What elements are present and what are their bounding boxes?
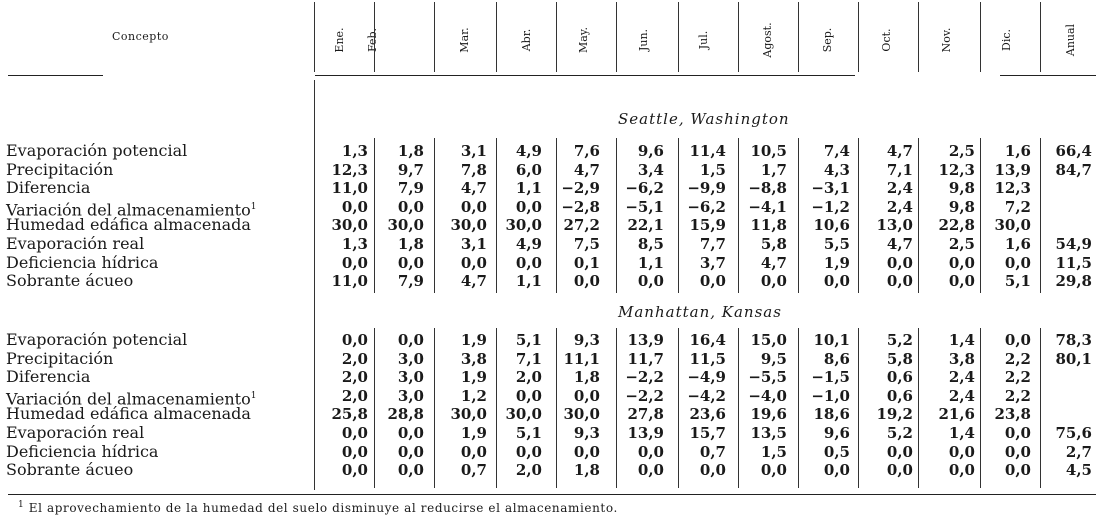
table-cell: 0,7	[699, 442, 726, 461]
table-cell: 0,0	[886, 442, 913, 461]
table-cell: 0,0	[948, 461, 975, 480]
table-cell: 7,8	[460, 160, 487, 179]
row-label	[6, 443, 158, 461]
row-label	[6, 179, 90, 197]
table-cell: 18,6	[813, 405, 850, 424]
table-cell: 5,5	[823, 235, 850, 253]
table-cell: 1,5	[699, 160, 726, 179]
table-cell: 5,1	[1004, 272, 1031, 291]
table-cell: 0,0	[948, 442, 975, 461]
table-cell: 0,0	[823, 461, 850, 480]
column-divider	[858, 2, 859, 72]
table-cell: 2,5	[948, 235, 975, 253]
table-cell: 2,2	[1004, 386, 1031, 405]
table-cell: 13,5	[750, 424, 787, 442]
table-cell: 11,4	[689, 142, 726, 160]
row-label-text: Humedad edáfica almacenada	[6, 215, 251, 235]
table-cell: 1,1	[637, 253, 664, 272]
column-header-concept: Concepto	[112, 30, 169, 43]
row-label	[6, 368, 90, 386]
column-divider	[616, 2, 617, 72]
table-cell: 0,0	[397, 197, 424, 216]
column-header-jun: Jun.	[637, 28, 650, 52]
table-cell: 30,0	[450, 405, 487, 424]
footnote	[18, 500, 618, 515]
table-cell: −4,0	[748, 386, 787, 405]
column-divider	[1040, 2, 1041, 72]
table-cell: 13,9	[627, 424, 664, 442]
row-label-text: Variación del almacenamiento	[6, 389, 251, 409]
table-cell: 1,8	[397, 142, 424, 160]
table-cell: −4,9	[687, 368, 726, 387]
row-label	[6, 216, 251, 234]
header-rule-right	[315, 75, 855, 76]
table-cell: 2,2	[1004, 349, 1031, 368]
table-cell: 9,7	[397, 160, 424, 179]
table-cell: 3,0	[397, 349, 424, 368]
column-divider	[496, 2, 497, 72]
table-cell: 13,9	[627, 331, 664, 349]
table-cell: 0,0	[397, 253, 424, 272]
table-cell: 19,2	[876, 405, 913, 424]
row-label	[6, 254, 158, 272]
table-cell: 2,0	[515, 368, 542, 387]
table-cell: 4,9	[515, 235, 542, 253]
table-cell: 80,1	[1055, 349, 1092, 368]
table-cell: 0,0	[341, 253, 368, 272]
table-cell: 3,8	[948, 349, 975, 368]
table-cell: 9,5	[760, 349, 787, 368]
table-cell: 4,7	[460, 179, 487, 198]
table-cell: 0,0	[1004, 461, 1031, 480]
section-title: Manhattan, Kansas	[618, 303, 782, 321]
table-cell: −2,8	[561, 197, 600, 216]
table-cell: −1,5	[811, 368, 850, 387]
footnote-marker: 1	[250, 201, 257, 212]
footnote-marker: 1	[18, 500, 25, 510]
table-cell: 11,5	[1055, 253, 1092, 272]
table-cell: 0,0	[460, 253, 487, 272]
table-cell: 0,7	[460, 461, 487, 480]
table-cell: 15,9	[689, 216, 726, 235]
table-cell: 2,2	[1004, 368, 1031, 387]
column-header-anual: Anual	[1064, 23, 1077, 57]
table-cell: 2,5	[948, 142, 975, 160]
table-cell: −1,0	[811, 386, 850, 405]
table-cell: −5,1	[625, 197, 664, 216]
table-cell: 5,2	[886, 424, 913, 442]
table-cell: 30,0	[505, 405, 542, 424]
table-cell: 0,0	[341, 461, 368, 480]
column-divider	[434, 2, 435, 72]
table-cell: −2,2	[625, 368, 664, 387]
table-cell: 11,5	[689, 349, 726, 368]
table-cell: 0,0	[573, 442, 600, 461]
table-cell: 4,3	[823, 160, 850, 179]
table-cell: 1,8	[573, 461, 600, 480]
table-cell: 0,0	[515, 197, 542, 216]
row-label-text: Evaporación potencial	[6, 330, 188, 349]
row-label	[6, 331, 187, 349]
table-cell: 3,7	[699, 253, 726, 272]
table-cell: 1,3	[341, 142, 368, 160]
table-cell: −2,9	[561, 179, 600, 198]
table-cell: 0,0	[1004, 253, 1031, 272]
table-cell: 7,2	[1004, 197, 1031, 216]
table-cell: 0,0	[341, 331, 368, 349]
table-cell: 0,0	[341, 442, 368, 461]
table-cell: 2,4	[948, 368, 975, 387]
column-header-sep: Sep.	[821, 27, 834, 53]
table-cell: 7,4	[823, 142, 850, 160]
table-cell: 15,0	[750, 331, 787, 349]
column-header-ene: Ene.	[333, 27, 346, 53]
table-cell: 11,7	[627, 349, 664, 368]
table-cell: 1,1	[515, 179, 542, 198]
table-cell: 9,3	[573, 331, 600, 349]
table-cell: 0,0	[341, 424, 368, 442]
table-cell: 3,8	[460, 349, 487, 368]
row-label	[6, 350, 113, 368]
table-cell: 9,8	[948, 179, 975, 198]
table-cell: 0,0	[573, 272, 600, 291]
table-cell: 2,4	[948, 386, 975, 405]
table-cell: 2,4	[886, 197, 913, 216]
table-cell: 2,7	[1065, 442, 1092, 461]
section-title: Seattle, Washington	[618, 110, 790, 128]
column-header-agost: Agost.	[761, 22, 774, 58]
table-cell: 1,6	[1004, 235, 1031, 253]
table-cell: 8,6	[823, 349, 850, 368]
table-cell: −6,2	[687, 197, 726, 216]
footer-rule-right	[528, 494, 1096, 495]
table-cell: 2,0	[341, 349, 368, 368]
table-cell: 0,0	[341, 197, 368, 216]
table-cell: 1,7	[760, 160, 787, 179]
table-cell: 5,8	[886, 349, 913, 368]
table-cell: 1,9	[460, 368, 487, 387]
table-cell: 5,2	[886, 331, 913, 349]
table-cell: 22,8	[938, 216, 975, 235]
row-label	[6, 424, 144, 442]
table-cell: 22,1	[627, 216, 664, 235]
table-cell: 0,0	[460, 442, 487, 461]
row-label-text: Diferencia	[6, 367, 91, 387]
table-cell: 4,7	[886, 142, 913, 160]
table-cell: 23,8	[994, 405, 1031, 424]
table-cell: −5,5	[748, 368, 787, 387]
column-header-jul: Jul.	[697, 30, 710, 50]
table-cell: 5,1	[515, 424, 542, 442]
table-cell: 4,7	[760, 253, 787, 272]
table-cell: 2,4	[886, 179, 913, 198]
table-cell: 0,0	[886, 272, 913, 291]
table-cell: 78,3	[1055, 331, 1092, 349]
table-cell: 0,0	[637, 461, 664, 480]
table-cell: 84,7	[1055, 160, 1092, 179]
column-header-oct: Oct.	[880, 28, 893, 52]
table-cell: 1,4	[948, 331, 975, 349]
table-cell: 5,1	[515, 331, 542, 349]
row-label-text: Humedad edáfica almacenada	[6, 404, 251, 424]
table-cell: −3,1	[811, 179, 850, 198]
table-cell: 27,8	[627, 405, 664, 424]
table-cell: 9,6	[637, 142, 664, 160]
table-cell: 9,3	[573, 424, 600, 442]
row-label	[6, 161, 113, 179]
table-cell: 0,0	[699, 461, 726, 480]
table-cell: 1,1	[515, 272, 542, 291]
table-cell: 16,4	[689, 331, 726, 349]
table-cell: 0,0	[397, 461, 424, 480]
footer-rule-left	[8, 494, 528, 495]
table-cell: 30,0	[563, 405, 600, 424]
table-cell: 0,6	[886, 386, 913, 405]
table-cell: 0,0	[760, 272, 787, 291]
column-divider	[798, 2, 799, 72]
table-cell: 4,7	[460, 272, 487, 291]
row-label-text: Evaporación potencial	[6, 141, 188, 160]
table-cell: 0,0	[823, 272, 850, 291]
table-cell: 1,3	[341, 235, 368, 253]
table-cell: 0,0	[515, 442, 542, 461]
header-rule-annual	[1000, 75, 1096, 76]
row-label-text: Deficiencia hídrica	[6, 441, 159, 461]
table-cell: 7,9	[397, 272, 424, 291]
footnote-text: El aprovechamiento de la humedad del suelo disminuye al reducirse el almacenamiento.	[28, 501, 618, 515]
table-cell: 0,0	[397, 442, 424, 461]
footnote-marker: 1	[250, 390, 257, 401]
table-cell: 12,3	[938, 160, 975, 179]
table-cell: 3,1	[460, 235, 487, 253]
table-cell: 11,0	[331, 272, 368, 291]
table-cell: 0,1	[573, 253, 600, 272]
table-cell: 9,6	[823, 424, 850, 442]
table-cell: 7,9	[397, 179, 424, 198]
table-cell: 9,8	[948, 197, 975, 216]
column-header-feb: Feb.	[366, 27, 379, 53]
table-cell: 28,8	[387, 405, 424, 424]
table-cell: −9,9	[687, 179, 726, 198]
table-cell: 0,0	[699, 272, 726, 291]
table-cell: 1,8	[573, 368, 600, 387]
table-cell: 27,2	[563, 216, 600, 235]
row-label	[6, 405, 251, 423]
table-cell: 1,6	[1004, 142, 1031, 160]
table-cell: 1,9	[460, 331, 487, 349]
column-divider	[556, 2, 557, 72]
column-divider	[314, 2, 315, 72]
column-header-dic: Dic.	[1000, 29, 1013, 51]
table-cell: 7,6	[573, 142, 600, 160]
table-cell: 12,3	[331, 160, 368, 179]
table-cell: 54,9	[1055, 235, 1092, 253]
table-cell: 0,0	[1004, 331, 1031, 349]
table-cell: 11,1	[563, 349, 600, 368]
table-cell: 19,6	[750, 405, 787, 424]
table-cell: 2,0	[341, 368, 368, 387]
table-cell: 4,9	[515, 142, 542, 160]
table-cell: 3,0	[397, 368, 424, 387]
table-cell: 4,7	[886, 235, 913, 253]
table-cell: 0,0	[1004, 442, 1031, 461]
table-cell: −2,2	[625, 386, 664, 405]
table-cell: −4,2	[687, 386, 726, 405]
table-cell: 29,8	[1055, 272, 1092, 291]
table-cell: 25,8	[331, 405, 368, 424]
table-cell: 10,1	[813, 331, 850, 349]
table-cell: 30,0	[331, 216, 368, 235]
table-cell: 30,0	[505, 216, 542, 235]
table-cell: 0,0	[637, 272, 664, 291]
table-cell: −1,2	[811, 197, 850, 216]
column-header-mar: Mar.	[458, 27, 471, 53]
table-cell: 0,0	[948, 272, 975, 291]
table-cell: 5,8	[760, 235, 787, 253]
table-cell: 7,1	[886, 160, 913, 179]
table-cell: 0,0	[460, 197, 487, 216]
table-cell: 1,9	[823, 253, 850, 272]
table-cell: 2,0	[515, 461, 542, 480]
table-cell: 30,0	[387, 216, 424, 235]
column-divider	[738, 2, 739, 72]
column-divider	[980, 2, 981, 72]
table-cell: −8,8	[748, 179, 787, 198]
table-cell: −6,2	[625, 179, 664, 198]
table-cell: 0,5	[823, 442, 850, 461]
row-label	[6, 142, 187, 160]
table-cell: 3,4	[637, 160, 664, 179]
column-divider	[374, 2, 375, 72]
row-label-text: Evaporación real	[6, 234, 145, 253]
table-cell: 13,0	[876, 216, 913, 235]
row-label-text: Precipitación	[6, 159, 114, 179]
row-label	[6, 461, 133, 479]
row-label	[6, 235, 144, 253]
table-cell: 7,7	[699, 235, 726, 253]
row-label-text: Diferencia	[6, 178, 91, 198]
table-cell: 1,9	[460, 424, 487, 442]
table-cell: 8,5	[637, 235, 664, 253]
table-cell: 15,7	[689, 424, 726, 442]
table-cell: 0,0	[637, 442, 664, 461]
header-rule-left	[8, 75, 103, 76]
table-cell: 0,0	[948, 253, 975, 272]
table-cell: 75,6	[1055, 424, 1092, 442]
row-label-text: Sobrante ácueo	[6, 271, 134, 291]
table-cell: 10,5	[750, 142, 787, 160]
column-divider	[678, 2, 679, 72]
column-header-nov: Nov.	[940, 27, 953, 53]
table-cell: 10,6	[813, 216, 850, 235]
table-cell: 11,8	[750, 216, 787, 235]
table-cell: 0,0	[515, 253, 542, 272]
column-header-abr: Abr.	[520, 28, 533, 52]
table-cell: 0,0	[886, 461, 913, 480]
table-cell: 30,0	[994, 216, 1031, 235]
row-label-text: Precipitación	[6, 348, 114, 368]
table-cell: 66,4	[1055, 142, 1092, 160]
column-divider	[918, 2, 919, 72]
table-cell: 1,2	[460, 386, 487, 405]
row-label-text: Evaporación real	[6, 423, 145, 442]
table-cell: 4,7	[573, 160, 600, 179]
column-header-may: May.	[577, 26, 590, 54]
table-cell: 0,0	[397, 331, 424, 349]
table-cell: 30,0	[450, 216, 487, 235]
table-cell: 0,6	[886, 368, 913, 387]
table-cell: 12,3	[994, 179, 1031, 198]
table-cell: 0,0	[760, 461, 787, 480]
table-cell: 21,6	[938, 405, 975, 424]
table-cell: 1,8	[397, 235, 424, 253]
table-cell: 3,0	[397, 386, 424, 405]
table-cell: 13,9	[994, 160, 1031, 179]
table-cell: 0,0	[1004, 424, 1031, 442]
table-cell: 4,5	[1065, 461, 1092, 480]
row-label	[6, 272, 133, 290]
row-label-text: Variación del almacenamiento	[6, 200, 251, 220]
table-cell: 11,0	[331, 179, 368, 198]
table-cell: 1,4	[948, 424, 975, 442]
table-cell: 7,1	[515, 349, 542, 368]
table-cell: −4,1	[748, 197, 787, 216]
table-cell: 6,0	[515, 160, 542, 179]
table-cell: 0,0	[515, 386, 542, 405]
row-label-text: Sobrante ácueo	[6, 460, 134, 480]
table-cell: 0,0	[397, 424, 424, 442]
table-cell: 7,5	[573, 235, 600, 253]
table-cell: 0,0	[573, 386, 600, 405]
table-cell: 1,5	[760, 442, 787, 461]
table-cell: 2,0	[341, 386, 368, 405]
row-label-text: Deficiencia hídrica	[6, 252, 159, 272]
table-cell: 23,6	[689, 405, 726, 424]
table-cell: 3,1	[460, 142, 487, 160]
table-cell: 0,0	[886, 253, 913, 272]
